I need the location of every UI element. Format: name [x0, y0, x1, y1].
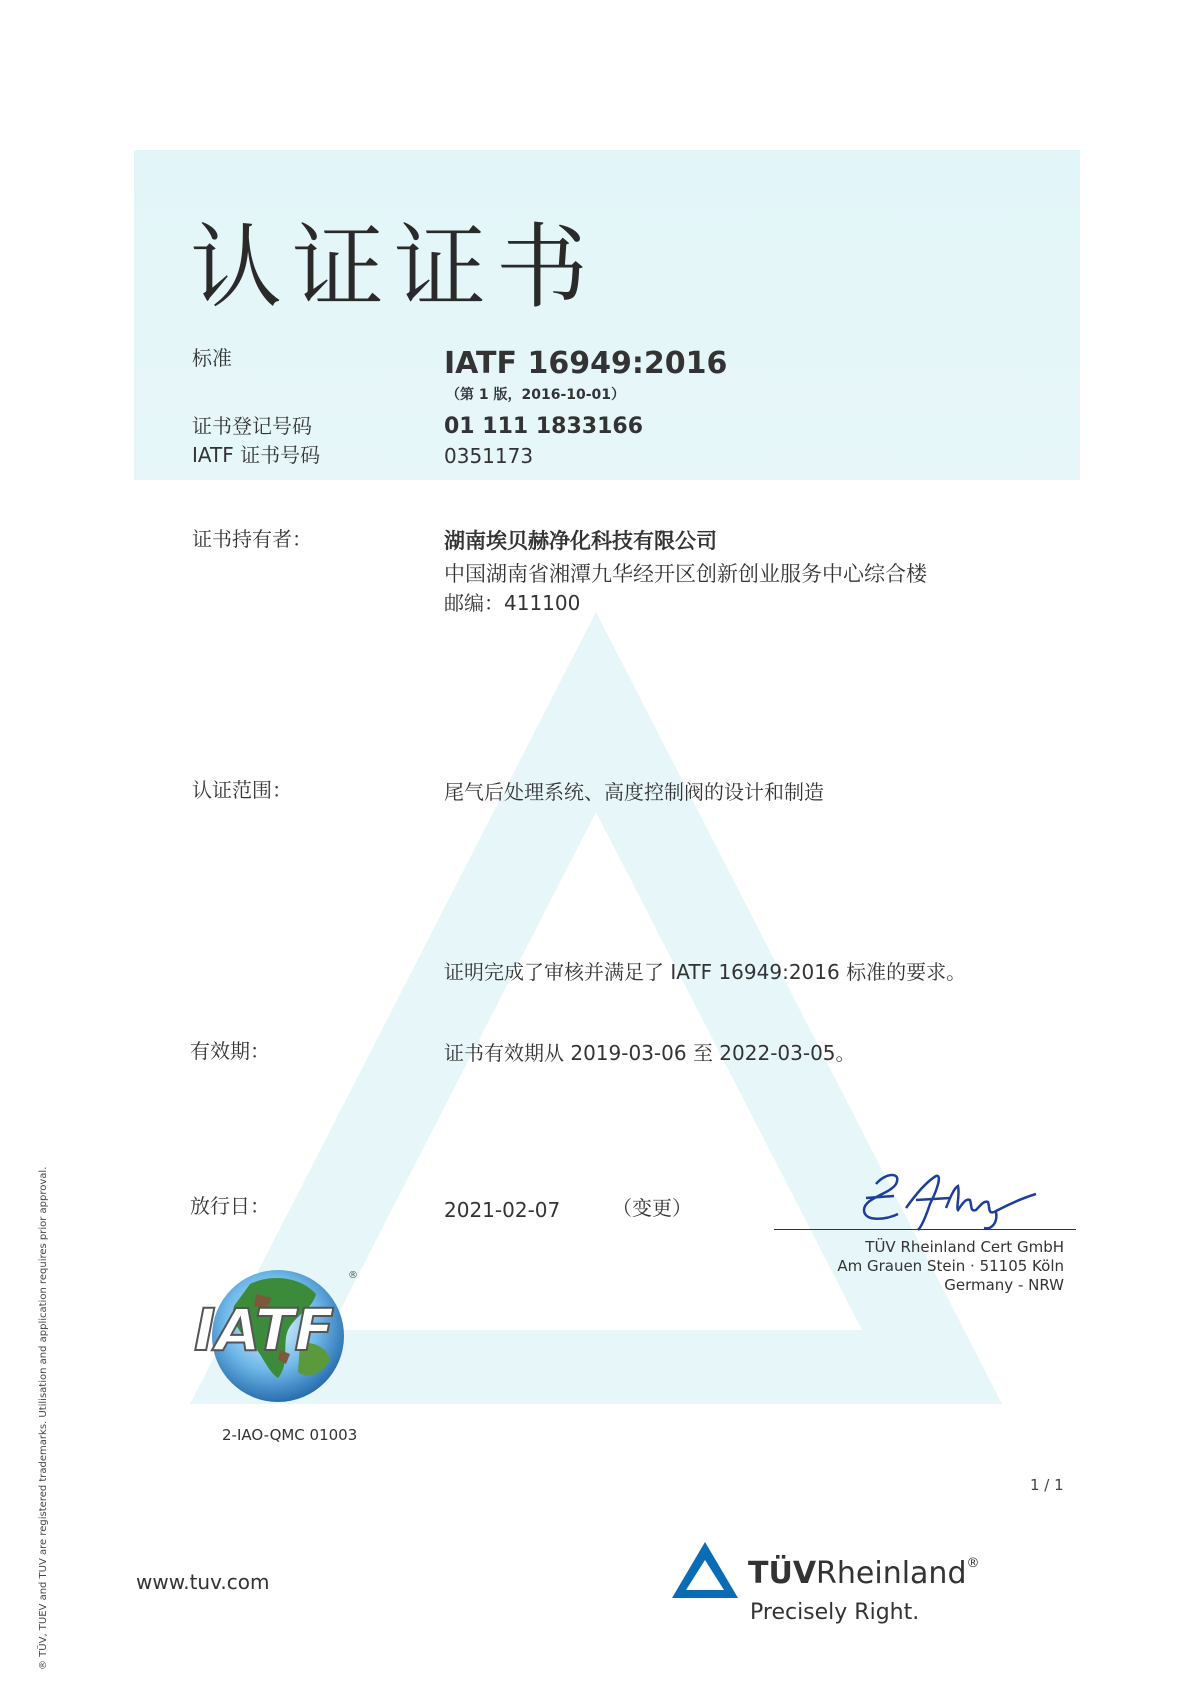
- validity-label: 有效期：: [190, 1039, 270, 1063]
- tuv-brand-regular: Rheinland: [816, 1556, 967, 1591]
- holder-zip: 邮编：411100: [444, 591, 581, 615]
- issue-note: （变更）: [612, 1196, 692, 1220]
- iatf-cert-label: IATF 证书号码: [192, 443, 321, 467]
- issuer-block: [837, 1238, 1064, 1295]
- issuer-country: Germany - NRW: [944, 1276, 1064, 1294]
- issue-date: 2021-02-07: [444, 1198, 561, 1222]
- page-number: 1 / 1: [1030, 1476, 1064, 1494]
- certificate-title: 认证证书: [190, 214, 599, 321]
- standard-edition: （第 1 版，2016-10-01）: [446, 387, 626, 403]
- svg-text:®: ®: [348, 1270, 358, 1281]
- tuv-triangle-logo: [670, 1540, 740, 1602]
- signature: [846, 1164, 1046, 1234]
- tuv-registered-mark: ®: [966, 1556, 980, 1571]
- scope-value: 尾气后处理系统、高度控制阀的设计和制造: [444, 780, 824, 804]
- validity-value: 证书有效期从 2019-03-06 至 2022-03-05。: [444, 1041, 856, 1065]
- registration-label: 证书登记号码: [192, 414, 312, 438]
- tuv-slogan: Precisely Right.: [750, 1600, 920, 1625]
- holder-address: 中国湖南省湘潭九华经开区创新创业服务中心综合楼: [444, 562, 927, 586]
- issue-label: 放行日：: [190, 1194, 270, 1218]
- tuv-brand-bold: TÜV: [748, 1556, 817, 1591]
- certification-code: 2-IAO-QMC 01003: [222, 1426, 358, 1444]
- trademark-note: ® TÜV, TUEV and TUV are registered trademarks. Utilisation and application requires prior approval.: [38, 1166, 49, 1670]
- standard-value: IATF 16949:2016: [444, 346, 728, 381]
- conformity-statement: 证明完成了审核并满足了 IATF 16949:2016 标准的要求。: [444, 960, 967, 984]
- tuv-brand-name: [748, 1556, 980, 1591]
- signature-line: [774, 1229, 1076, 1230]
- holder-name: 湖南埃贝赫净化科技有限公司: [444, 529, 717, 553]
- standard-label: 标准: [192, 346, 232, 370]
- holder-label: 证书持有者：: [192, 527, 312, 551]
- iatf-cert-number: 0351173: [444, 444, 534, 468]
- registration-number: 01 111 1833166: [444, 414, 644, 439]
- scope-label: 认证范围：: [192, 778, 292, 802]
- iatf-logo-text: IATF: [194, 1296, 335, 1364]
- website-link[interactable]: www.tuv.com: [136, 1570, 270, 1594]
- iatf-globe-logo: [190, 1254, 370, 1414]
- issuer-company: TÜV Rheinland Cert GmbH: [865, 1238, 1064, 1256]
- issuer-street: Am Grauen Stein · 51105 Köln: [837, 1257, 1064, 1275]
